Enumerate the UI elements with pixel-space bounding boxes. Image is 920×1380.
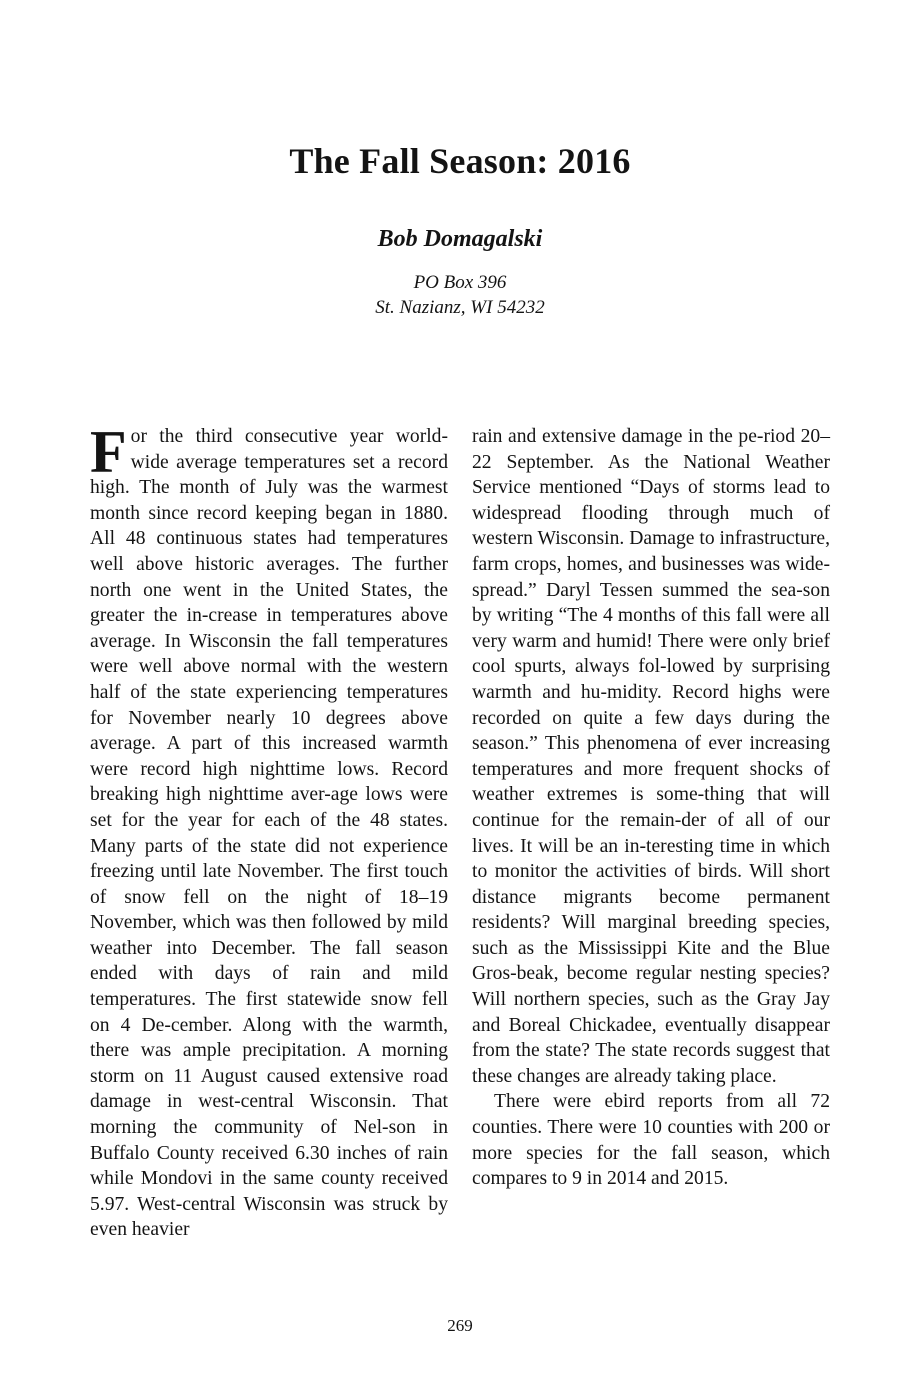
right-column-paragraph-2: There were ebird reports from all 72 counties. There were 10 counties with 200 or more species for the fall season, which compares to 9 in 2014 and 2015. <box>472 1091 830 1190</box>
left-text-column <box>90 419 448 1300</box>
author-name: Bob Domagalski <box>377 226 543 252</box>
drop-cap: F <box>90 419 127 485</box>
page-number: 269 <box>447 1316 473 1335</box>
author-address-line2: St. Nazianz, WI 54232 <box>375 297 545 318</box>
left-column-text: or the third consecutive year world-wide average temperatures set a record high. The month of July was the warmest month since record keeping began in 1880. All 48 continuous states had temperatures well above historic averages. The further north one went in the United States, the greater the in-crease in temperatures above average. In Wisconsin the fall temperatures were well above normal with the western half of the state experiencing temperatures for November nearly 10 degrees above average. A part of this increased warmth were record high nighttime lows. Record breaking high nighttime aver-age lows were set for the year for each of the 48 states. Many parts of the state did not experience freezing until late November. The first touch of snow fell on the night of 18–19 November, which was then followed by mild weather into December. The fall season ended with days of rain and mild temperatures. The first statewide snow fell on 4 De-cember. Along with the warmth, there was ample precipitation. A morning storm on 11 August caused extensive road damage in west-central Wisconsin. That morning the community of Nel-son in Buffalo County received 6.30 inches of rain while Mondovi in the same county received 5.97. West-central Wisconsin was struck by even heavier <box>90 426 448 1241</box>
right-column-paragraph-1: rain and extensive damage in the pe-riod 20–22 September. As the National Weather Service mentioned “Days of storms lead to widespread flooding through much of western Wisconsin. Damage to infrastructure, farm crops, homes, and businesses was wide-spread.” Daryl Tessen summed the sea-son by writing “The 4 months of this fall were all very warm and humid! There were only brief cool spurts, always fol-lowed by surprising warmth and hu-midity. Record highs were recorded on quite a few days during the season.” This phenomena of ever increasing temperatures and more frequent shocks of weather extremes is some-thing that will continue for the remain-der of all of our lives. It will be an in-teresting time in which to monitor the activities of birds. Will short distance migrants become permanent residents? Will marginal breeding species, such as the Mississippi Kite and the Blue Gros-beak, become regular nesting species? Will northern species, such as the Gray Jay and Boreal Chickadee, eventually disappear from the state? The state records suggest that these changes are already taking place. <box>472 426 830 1087</box>
right-text-column <box>472 424 830 1300</box>
article-title: The Fall Season: 2016 <box>289 141 631 181</box>
left-column-paragraph <box>90 419 448 1243</box>
author-address-line1: PO Box 396 <box>413 272 507 293</box>
